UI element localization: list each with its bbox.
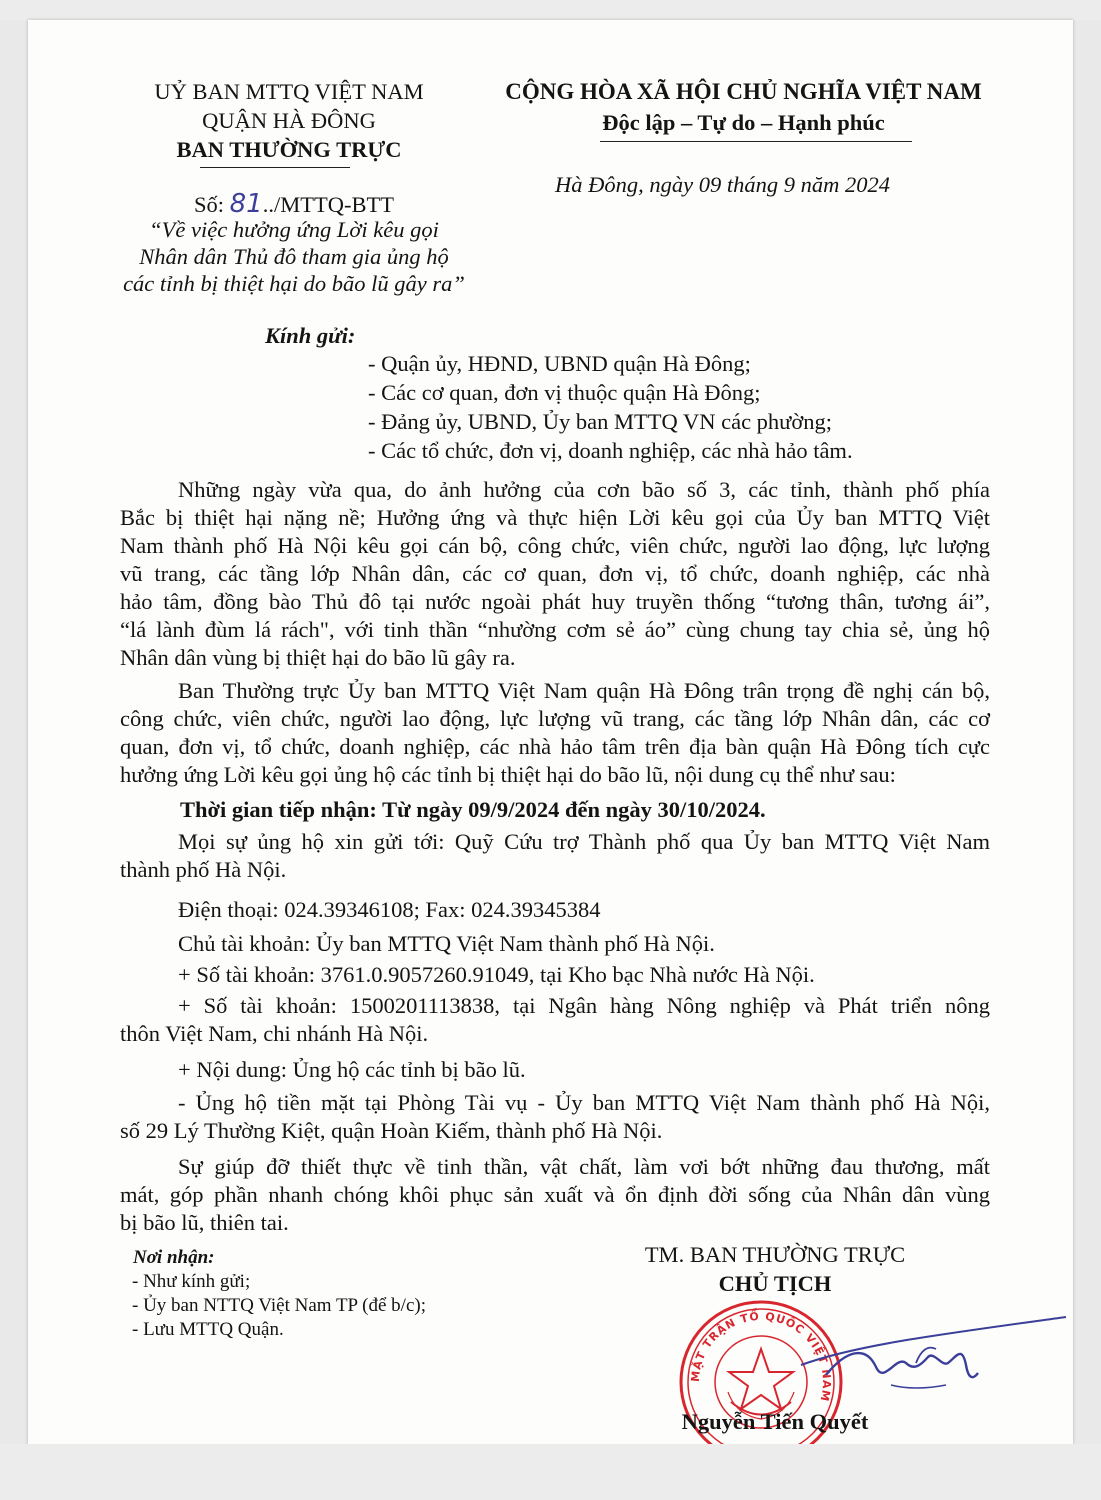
- cash-line-2: số 29 Lý Thường Kiệt, quận Hoàn Kiếm, thành phố Hà Nội.: [120, 1118, 663, 1143]
- nation-motto: Độc lập – Tự do – Hạnh phúc: [602, 110, 885, 135]
- agency-line-1: UỶ BAN MTTQ VIỆT NAM: [154, 79, 424, 104]
- subject-line-2: Nhân dân Thủ đô tham gia ủng hộ: [139, 244, 449, 269]
- signer-name: Nguyễn Tiến Quyết: [681, 1409, 869, 1434]
- screen-bottom-band: [0, 1444, 1101, 1500]
- para2-line-2: công chức, viên chức, người lao động, lực lượng vũ trang, các tầng lớp Nhân dân, các cơ: [120, 706, 990, 731]
- closing-line-1: Sự giúp đỡ thiết thực về tinh thần, vật chất, làm vơi bớt những đau thương, mất: [178, 1154, 990, 1179]
- para2-line-1: Ban Thường trực Ủy ban MTTQ Việt Nam quận Hà Đông trân trọng đề nghị cán bộ,: [178, 678, 990, 703]
- account-holder: Chủ tài khoản: Ủy ban MTTQ Việt Nam thành phố Hà Nội.: [178, 931, 715, 956]
- document-number: [194, 190, 394, 219]
- salutation: Kính gửi:: [265, 323, 356, 348]
- receiving-period: Thời gian tiếp nhận: Từ ngày 09/9/2024 đến ngày 30/10/2024.: [180, 797, 766, 822]
- closing-line-3: bị bão lũ, thiên tai.: [120, 1210, 289, 1235]
- para2-line-3: quan, đơn vị, tổ chức, doanh nghiệp, các nhà hảo tâm trên địa bàn quận Hà Đông tích cực: [120, 734, 990, 759]
- para1-line-7: Nhân dân vùng bị thiệt hại do bão lũ gây ra.: [120, 645, 516, 670]
- recipient-2: - Các cơ quan, đơn vị thuộc quận Hà Đông;: [368, 380, 761, 405]
- para2-line-4: hưởng ứng Lời kêu gọi ủng hộ các tỉnh bị thiệt hại do bão lũ, nội dung cụ thể như sau:: [120, 762, 896, 787]
- para1-line-6: “lá lành đùm lá rách", với tinh thần “nhường cơm sẻ áo” cùng chung tay chia sẻ, ủng hộ: [120, 617, 990, 642]
- subject-line-3: các tỉnh bị thiệt hại do bão lũ gây ra”: [123, 271, 465, 296]
- recipient-3: - Đảng ủy, UBND, Ủy ban MTTQ VN các phường;: [368, 409, 833, 434]
- account-number-2-cont: thôn Việt Nam, chi nhánh Hà Nội.: [120, 1021, 429, 1046]
- number-prefix: Số:: [194, 192, 225, 217]
- recipient-4: - Các tổ chức, đơn vị, doanh nghiệp, các nhà hảo tâm.: [368, 438, 853, 463]
- closing-line-2: mát, góp phần nhanh chóng khôi phục sản xuất và ổn định đời sống của Nhân dân vùng: [120, 1182, 990, 1207]
- send-to-line-1: Mọi sự ủng hộ xin gửi tới: Quỹ Cứu trợ Thành phố qua Ủy ban MTTQ Việt Nam: [178, 829, 990, 854]
- agency-underline: [200, 167, 350, 168]
- number-suffix: ../MTTQ-BTT: [262, 192, 394, 217]
- motto-underline: [600, 141, 912, 142]
- recipient-1: - Quận ủy, HĐND, UBND quận Hà Đông;: [368, 351, 751, 376]
- screen-top-band: [0, 0, 1101, 20]
- para1-line-3: Nam thành phố Hà Nội kêu gọi cán bộ, công chức, viên chức, người lao động, lực lượng: [120, 533, 990, 558]
- receiver-2: - Ủy ban NTTQ Việt Nam TP (để b/c);: [132, 1295, 426, 1316]
- agency-line-2: QUẬN HÀ ĐÔNG: [202, 108, 376, 133]
- para1-line-2: Bắc bị thiệt hại nặng nề; Hưởng ứng và thực hiện Lời kêu gọi của Ủy ban MTTQ Việt: [120, 505, 990, 530]
- receiver-3: - Lưu MTTQ Quận.: [132, 1319, 284, 1340]
- handwritten-signature: [796, 1305, 1071, 1420]
- cash-line-1: - Ủng hộ tiền mặt tại Phòng Tài vụ - Ủy ban MTTQ Việt Nam thành phố Hà Nội,: [178, 1090, 990, 1115]
- account-number-2: + Số tài khoản: 1500201113838, tại Ngân hàng Nông nghiệp và Phát triển nông: [178, 993, 990, 1018]
- number-handwritten: 81: [229, 189, 263, 219]
- nation-title: CỘNG HÒA XÃ HỘI CHỦ NGHĨA VIỆT NAM: [505, 79, 982, 104]
- stamp-ring-text: MẶT TRẬN TỔ QUỐC VIỆT NAM: [688, 1309, 834, 1404]
- subject-line-1: “Về việc hưởng ứng Lời kêu gọi: [149, 217, 439, 242]
- para1-line-4: vũ trang, các tầng lớp Nhân dân, các cơ quan, đơn vị, tổ chức, doanh nghiệp, các nhà: [120, 561, 990, 586]
- phone-fax: Điện thoại: 024.39346108; Fax: 024.39345384: [178, 897, 601, 922]
- signature-org: TM. BAN THƯỜNG TRỰC: [644, 1242, 906, 1267]
- account-number-1: + Số tài khoản: 3761.0.9057260.91049, tại Kho bạc Nhà nước Hà Nội.: [178, 962, 815, 987]
- send-to-line-2: thành phố Hà Nội.: [120, 857, 287, 882]
- para1-line-1: Những ngày vừa qua, do ảnh hưởng của cơn bão số 3, các tỉnh, thành phố phía: [178, 477, 990, 502]
- signature-position: CHỦ TỊCH: [718, 1271, 832, 1296]
- document-page: [28, 20, 1073, 1444]
- receivers-title: Nơi nhận:: [133, 1247, 215, 1268]
- place-date: Hà Đông, ngày 09 tháng 9 năm 2024: [555, 172, 890, 197]
- para1-line-5: hảo tâm, đồng bào Thủ đô tại nước ngoài phát huy truyền thống “tương thân, tương ái”,: [120, 589, 990, 614]
- agency-line-3: BAN THƯỜNG TRỰC: [176, 137, 402, 162]
- receiver-1: - Như kính gửi;: [132, 1271, 251, 1292]
- transfer-content: + Nội dung: Ủng hộ các tỉnh bị bão lũ.: [178, 1057, 526, 1082]
